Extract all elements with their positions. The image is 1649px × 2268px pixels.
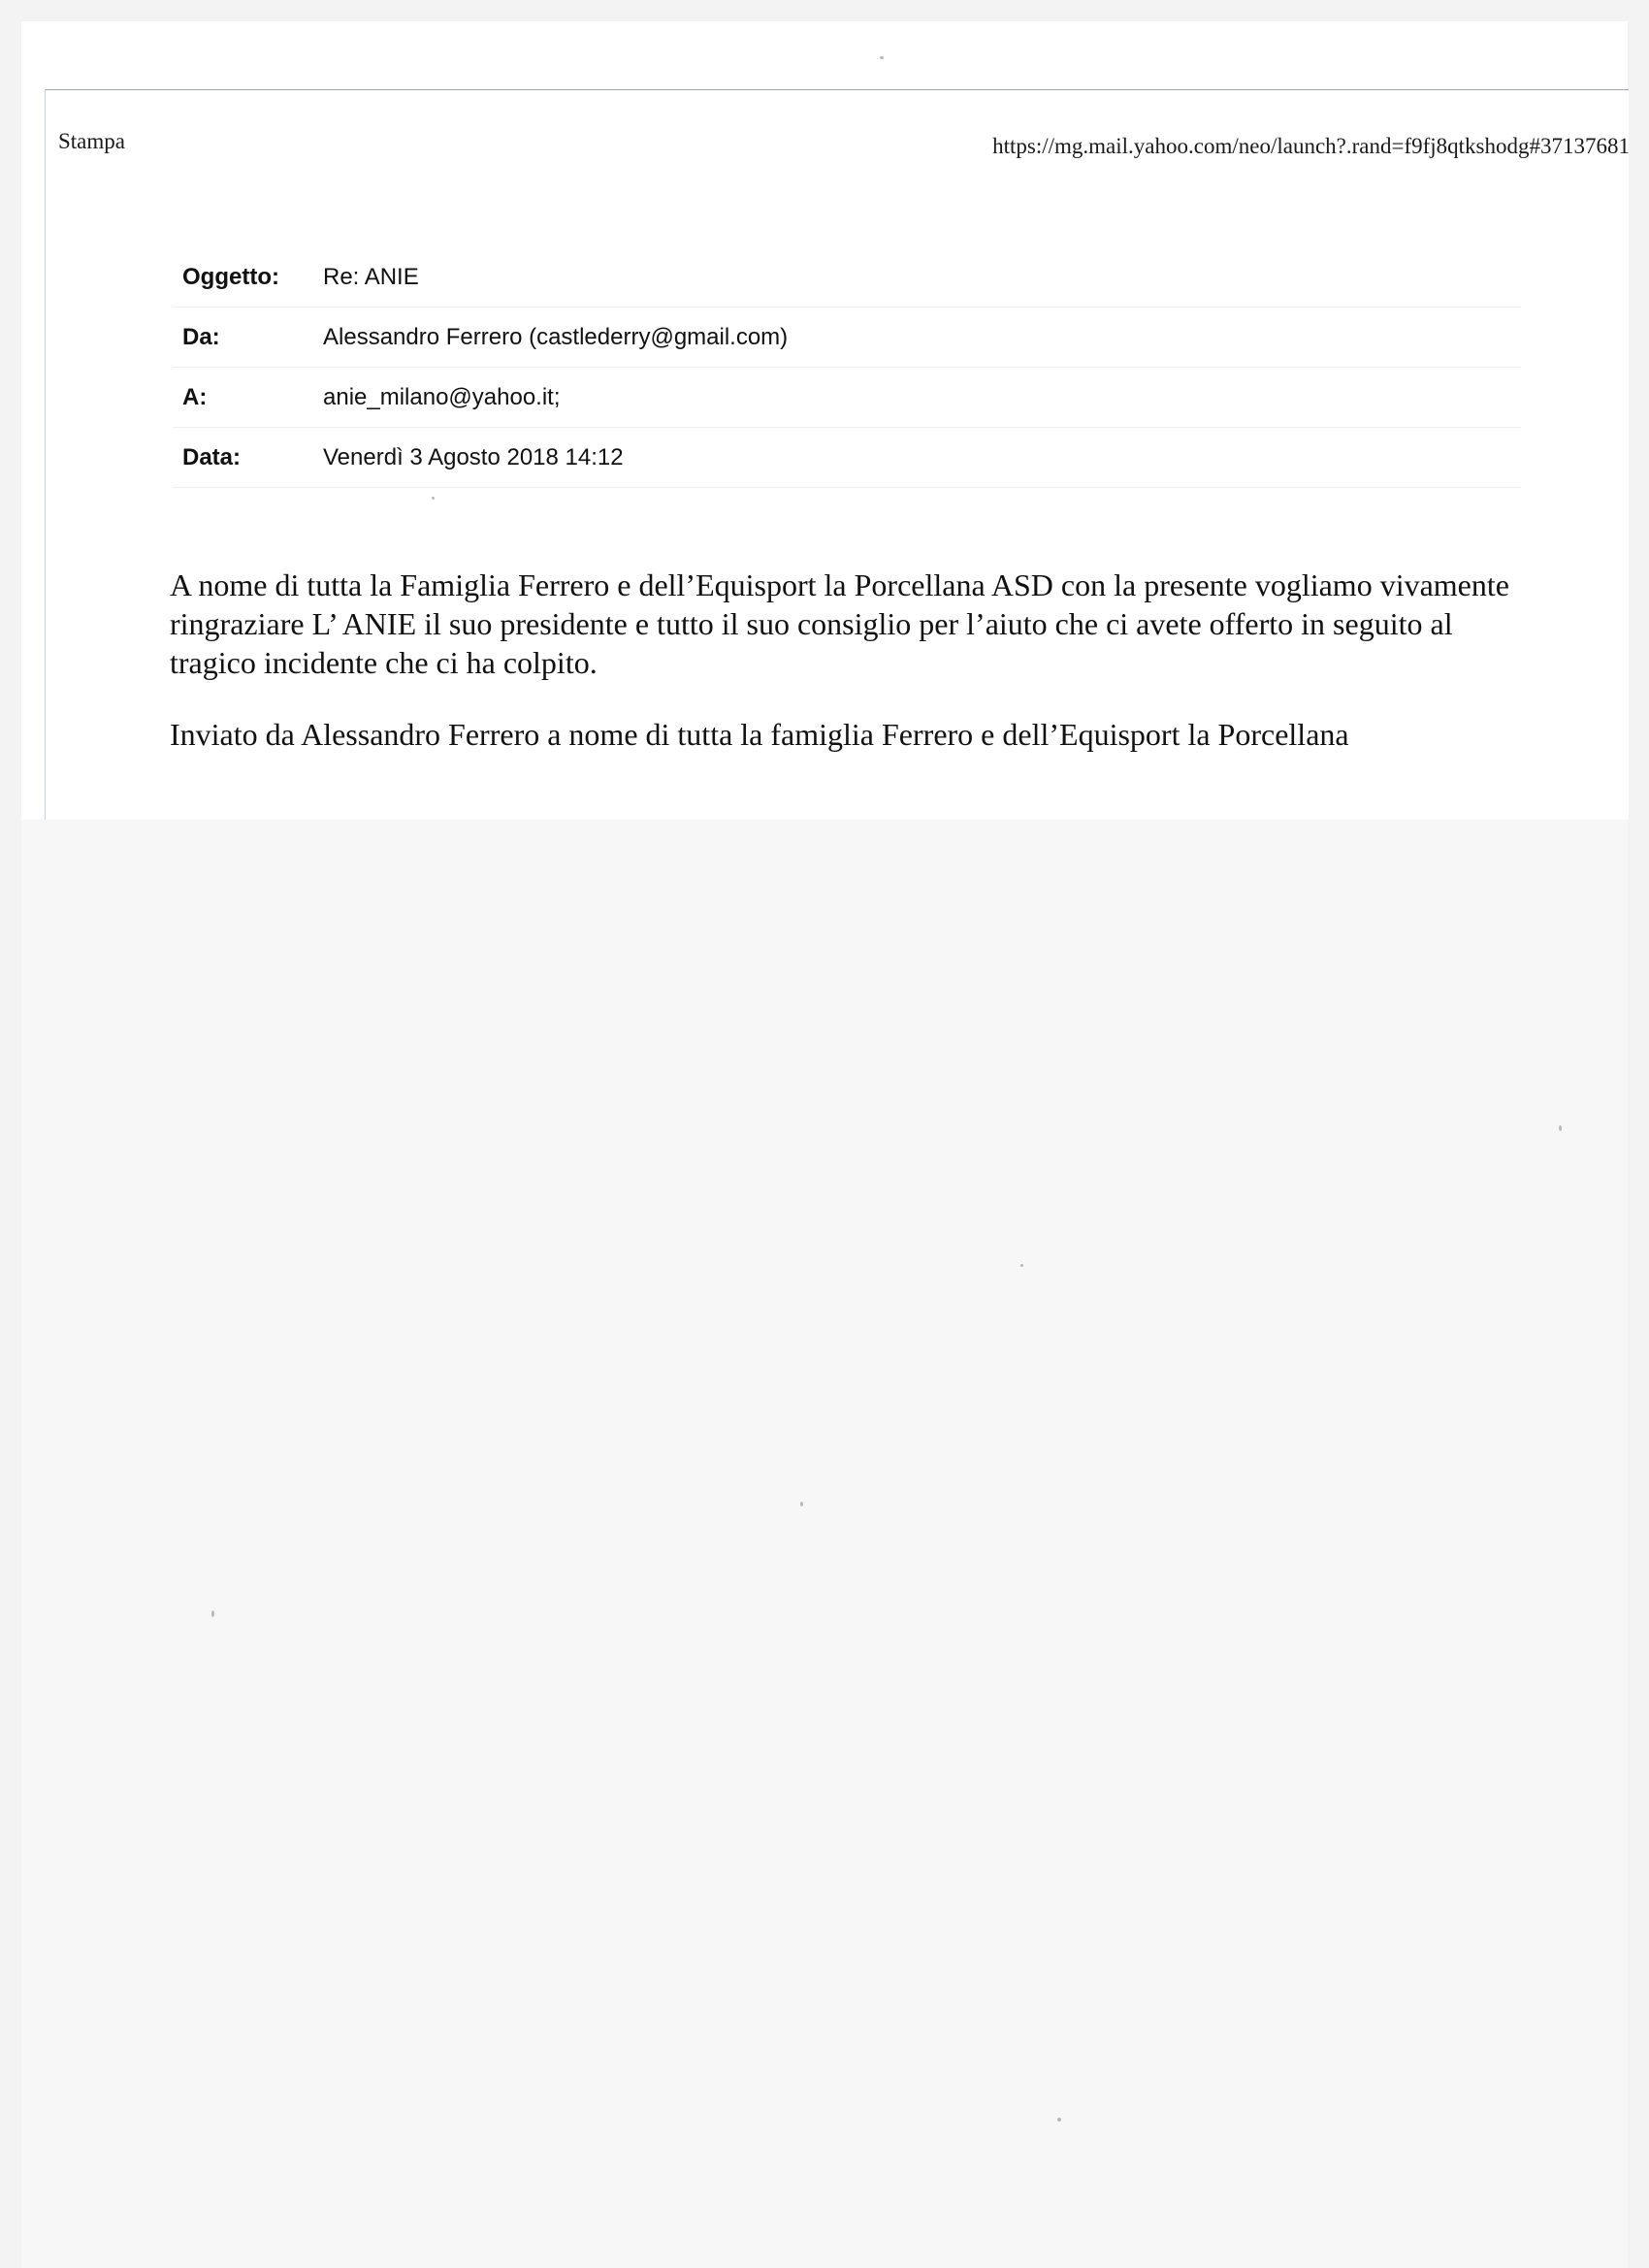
to-row <box>173 368 1521 428</box>
print-label: Stampa <box>58 129 125 153</box>
scan-speck <box>1020 1264 1023 1267</box>
email-body-signature: Inviato da Alessandro Ferrero a nome di tutta la famiglia Ferrero e dell’Equisport la Porcellana <box>170 717 1349 752</box>
email-body <box>170 566 1528 787</box>
scan-speck <box>432 497 435 500</box>
subject-label: Oggetto: <box>182 263 279 290</box>
from-row <box>173 308 1521 368</box>
scan-speck <box>880 56 884 59</box>
from-value: Alessandro Ferrero (castlederry@gmail.com) <box>323 323 789 350</box>
scan-speck <box>1559 1125 1562 1131</box>
scan-speck <box>800 1502 803 1507</box>
scan-speck <box>1057 2118 1061 2122</box>
scan-speck <box>211 1610 214 1617</box>
date-value: Venerdì 3 Agosto 2018 14:12 <box>323 443 624 470</box>
to-value: anie_milano@yahoo.it; <box>323 383 561 410</box>
print-url: https://mg.mail.yahoo.com/neo/launch?.rand=f9fj8qtkshodg#37137681 <box>992 134 1630 158</box>
email-header-table <box>173 247 1521 488</box>
subject-row <box>173 247 1521 308</box>
to-label: A: <box>182 383 208 410</box>
email-body-paragraph: A nome di tutta la Famiglia Ferrero e dell’Equisport la Porcellana ASD con la presente vogliamo vivamente ringraziare L’ ANIE il suo presidente e tutto il suo consiglio per l’aiuto che ci avete offerto in seguito al tragico incidente che ci ha colpito. <box>170 567 1509 680</box>
date-row <box>173 428 1521 488</box>
scan-page-bottom <box>21 820 1628 2268</box>
from-label: Da: <box>182 323 220 350</box>
subject-value: Re: ANIE <box>323 263 419 290</box>
date-label: Data: <box>182 443 242 470</box>
